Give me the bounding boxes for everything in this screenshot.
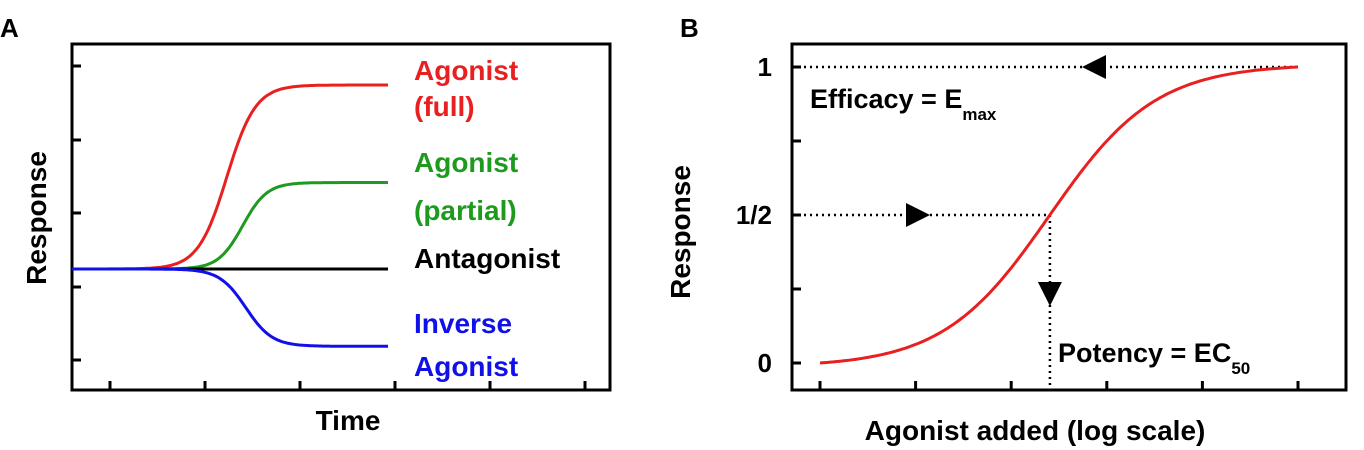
panel-a-y-axis-title: Response — [21, 151, 52, 285]
panel-a-series-line — [72, 85, 388, 269]
panel-a-series-label: Inverse — [414, 308, 513, 339]
panel-a-series-label: Agonist — [414, 351, 519, 382]
potency-subscript: 50 — [1231, 359, 1251, 378]
potency-text: Potency = EC — [1058, 338, 1232, 368]
efficacy-text: Efficacy = E — [810, 84, 963, 114]
panel-a-series-line — [72, 183, 388, 270]
panel-a-lines — [72, 85, 388, 346]
panel-a-series-label: (full) — [414, 91, 475, 122]
panel-a-series-label: Agonist — [414, 55, 519, 86]
panel-b-y-tick-label: 1 — [757, 52, 772, 82]
half-arrow-icon — [906, 203, 930, 227]
efficacy-subscript: max — [962, 105, 997, 124]
panel-a-series-line — [72, 269, 388, 346]
panel-b-letter: B — [680, 13, 699, 43]
panel-a-frame — [72, 44, 610, 390]
panel-a — [0, 13, 610, 436]
panel-b-y-tick-label: 1/2 — [735, 200, 772, 230]
potency-annotation — [1058, 338, 1250, 378]
panel-a-letter: A — [0, 13, 19, 43]
panel-a-x-axis-title: Time — [315, 405, 381, 436]
emax-arrow-icon — [1082, 55, 1106, 79]
panel-b — [665, 13, 1346, 446]
efficacy-annotation — [810, 84, 997, 124]
panel-a-series-label: Agonist — [414, 147, 519, 178]
panel-b-y-axis-title: Response — [665, 165, 696, 299]
ec50-arrow-icon — [1038, 282, 1062, 306]
panel-b-y-tick-label: 0 — [757, 348, 772, 378]
panel-a-series-label: Antagonist — [414, 243, 561, 274]
panel-b-x-axis-title: Agonist added (log scale) — [864, 415, 1206, 446]
panel-a-series-labels — [414, 55, 560, 382]
panel-a-series-label: (partial) — [414, 195, 517, 226]
